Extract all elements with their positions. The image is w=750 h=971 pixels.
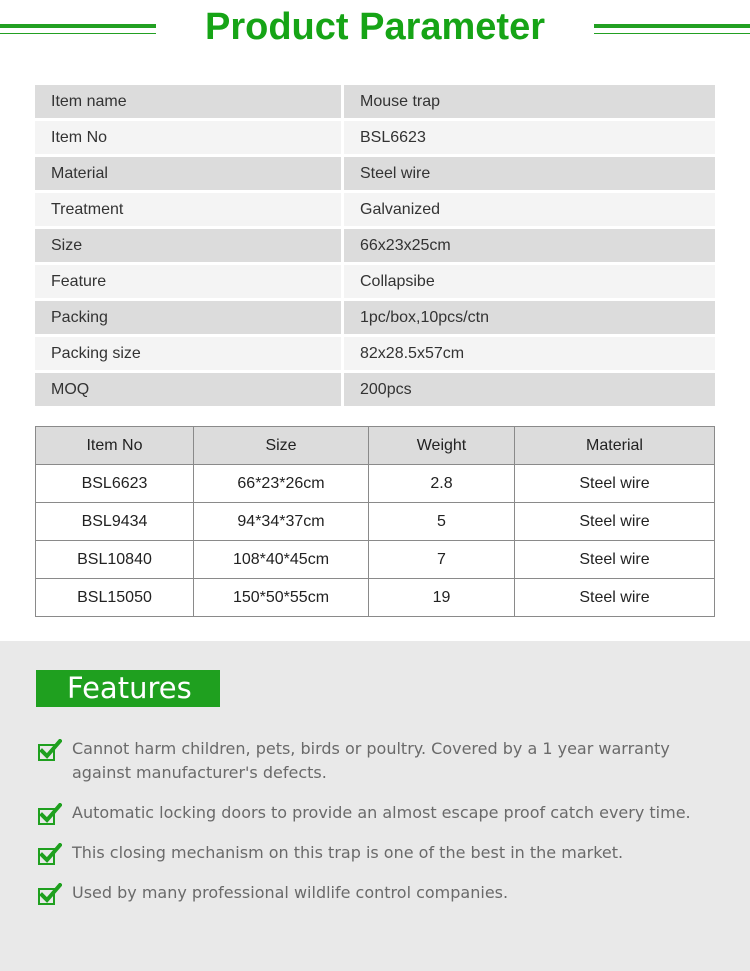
spec-cell-size: 150*50*55cm (194, 579, 369, 617)
parameter-value: 66x23x25cm (344, 229, 715, 262)
spec-header-row (36, 427, 715, 465)
parameter-label: Material (35, 157, 344, 190)
parameter-row (35, 85, 715, 118)
features-section (0, 641, 750, 971)
spec-cell-material: Steel wire (515, 465, 715, 503)
spec-header-weight: Weight (369, 427, 515, 465)
spec-cell-item-no: BSL9434 (36, 503, 194, 541)
parameter-label: Size (35, 229, 344, 262)
parameter-row (35, 157, 715, 190)
feature-text: This closing mechanism on this trap is one of the best in the market. (72, 843, 624, 862)
spec-cell-item-no: BSL10840 (36, 541, 194, 579)
features-list (36, 737, 716, 905)
parameter-value: 82x28.5x57cm (344, 337, 715, 370)
spec-cell-item-no: BSL15050 (36, 579, 194, 617)
spec-header-material: Material (515, 427, 715, 465)
header-rule-right-thin (594, 33, 750, 34)
parameter-value: 200pcs (344, 373, 715, 406)
spec-cell-size: 66*23*26cm (194, 465, 369, 503)
spec-cell-item-no: BSL6623 (36, 465, 194, 503)
parameter-row (35, 301, 715, 334)
parameter-value: Steel wire (344, 157, 715, 190)
parameter-label: Item name (35, 85, 344, 118)
list-item (36, 881, 716, 905)
parameter-value: Mouse trap (344, 85, 715, 118)
parameter-label: Treatment (35, 193, 344, 226)
spec-header-item-no: Item No (36, 427, 194, 465)
parameter-row (35, 337, 715, 370)
spec-cell-weight: 19 (369, 579, 515, 617)
spec-cell-size: 94*34*37cm (194, 503, 369, 541)
page-title: Product Parameter (204, 6, 545, 48)
spec-cell-size: 108*40*45cm (194, 541, 369, 579)
parameter-label: Feature (35, 265, 344, 298)
parameter-row (35, 193, 715, 226)
parameter-row (35, 265, 715, 298)
parameter-label: Packing size (35, 337, 344, 370)
list-item (36, 841, 716, 865)
table-row (36, 465, 715, 503)
check-icon (38, 883, 62, 905)
features-title: Features (36, 670, 220, 707)
table-row (36, 541, 715, 579)
list-item (36, 737, 716, 785)
spec-cell-weight: 5 (369, 503, 515, 541)
parameter-value: BSL6623 (344, 121, 715, 154)
parameter-label: MOQ (35, 373, 344, 406)
parameter-value: Galvanized (344, 193, 715, 226)
spec-cell-material: Steel wire (515, 503, 715, 541)
parameter-row (35, 121, 715, 154)
spec-cell-material: Steel wire (515, 541, 715, 579)
feature-text: Automatic locking doors to provide an almost escape proof catch every time. (72, 803, 691, 822)
spec-cell-material: Steel wire (515, 579, 715, 617)
spec-header-size: Size (194, 427, 369, 465)
header-rule-right-thick (594, 24, 750, 28)
feature-text: Cannot harm children, pets, birds or poultry. Covered by a 1 year warranty against manufacturer's defects. (72, 739, 670, 782)
check-icon (38, 803, 62, 825)
list-item (36, 801, 716, 825)
parameter-value: 1pc/box,10pcs/ctn (344, 301, 715, 334)
check-icon (38, 843, 62, 865)
spec-cell-weight: 7 (369, 541, 515, 579)
table-row (36, 503, 715, 541)
parameter-row (35, 373, 715, 406)
feature-text: Used by many professional wildlife control companies. (72, 883, 509, 902)
parameter-label: Packing (35, 301, 344, 334)
page-header (0, 0, 750, 62)
check-icon (38, 739, 62, 761)
table-row (36, 579, 715, 617)
parameter-table (35, 82, 715, 409)
spec-cell-weight: 2.8 (369, 465, 515, 503)
parameter-value: Collapsibe (344, 265, 715, 298)
parameter-label: Item No (35, 121, 344, 154)
spec-table (35, 426, 715, 617)
parameter-row (35, 229, 715, 262)
